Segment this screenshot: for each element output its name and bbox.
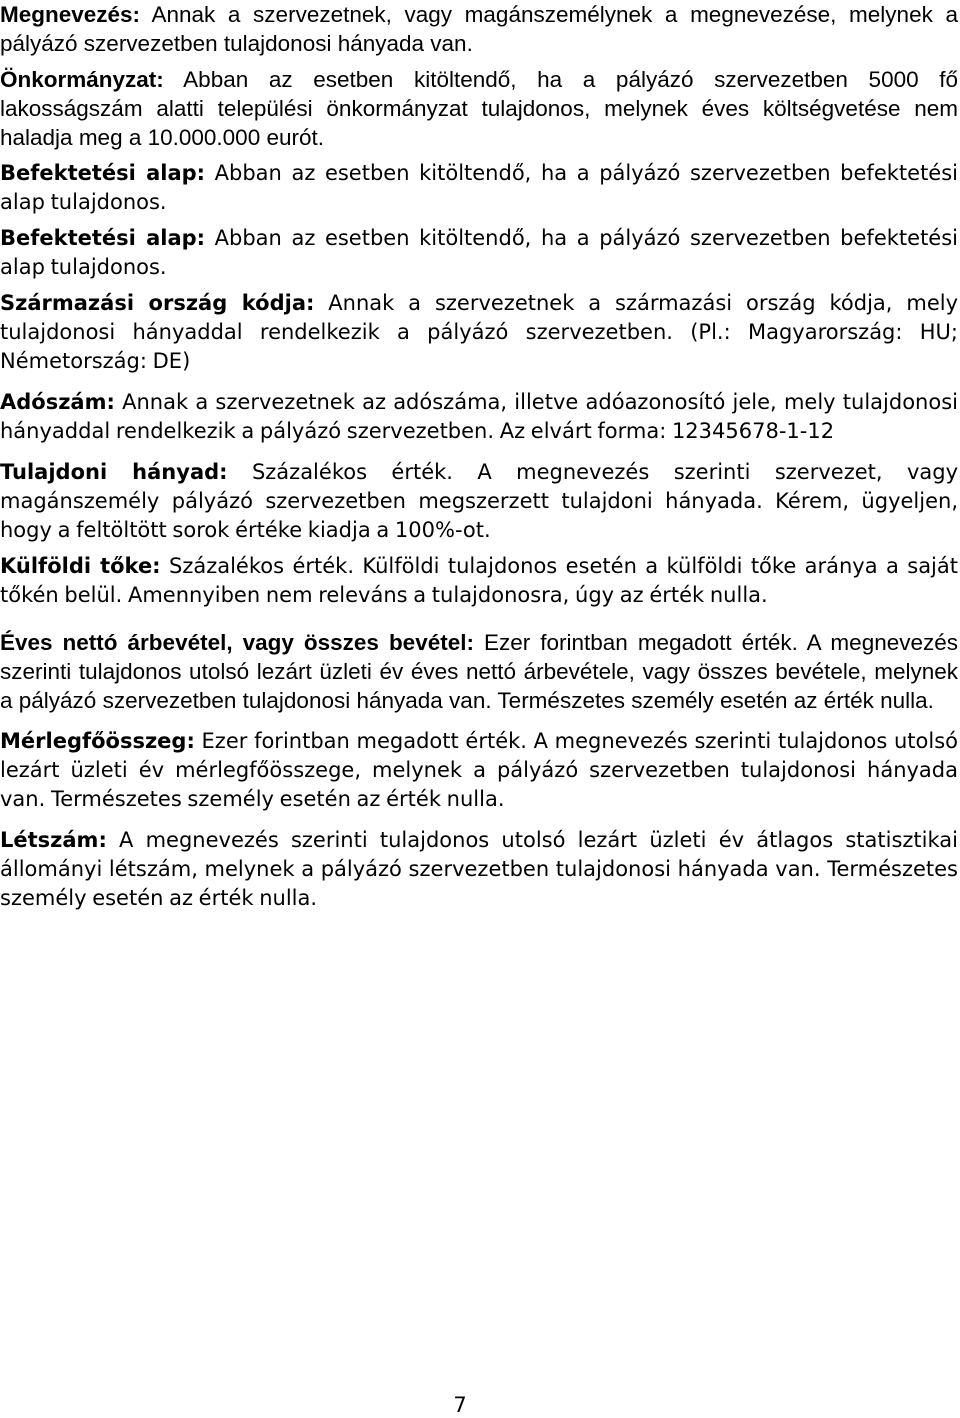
term-label: Önkormányzat: bbox=[0, 67, 164, 92]
term-label: Éves nettó árbevétel, vagy összes bevétel: bbox=[0, 630, 474, 655]
paragraph-letszam bbox=[0, 826, 958, 913]
term-label: Külföldi tőke: bbox=[0, 554, 161, 578]
page-number: 7 bbox=[453, 1393, 467, 1417]
definition-text: Abban az esetben kitöltendő, ha a pályázó szervezetben befektetési alap tulajdonos. bbox=[0, 161, 958, 214]
definition-text: Ezer forintban megadott érték. A megnevezés szerinti tulajdonos utolsó lezárt üzleti év mérlegfőösszege, melynek a pályázó szervezetben tulajdonosi hányada van. Természetes személy esetén az érték nulla. bbox=[0, 729, 958, 811]
term-label: Tulajdoni hányad: bbox=[0, 460, 228, 484]
term-label: Mérlegfőösszeg: bbox=[0, 729, 195, 753]
definition-text: Ezer forintban megadott érték. A megnevezés szerinti tulajdonos utolsó lezárt üzleti év éves nettó árbevétele, vagy összes bevétele, melynek a pályázó szervezetben tulajdonosi hányada van. Természetes személy esetén az érték nulla. bbox=[0, 630, 959, 713]
paragraph-befektetesi-alap-repeat bbox=[0, 224, 958, 282]
term-label: Létszám: bbox=[0, 828, 107, 852]
term-label: Származási ország kódja: bbox=[0, 291, 315, 315]
definition-text: Annak a szervezetnek a származási ország kódja, mely tulajdonosi hányaddal rendelkezik a pályázó szervezetben. (Pl.: Magyarország: HU; Németország: DE) bbox=[0, 291, 958, 373]
definition-text: Százalékos érték. A megnevezés szerinti szervezet, vagy magánszemély pályázó szervezetben megszerzett tulajdoni hányada. Kérem, ügyeljen, hogy a feltöltött sorok értéke kiadja a 100%-ot. bbox=[0, 460, 958, 542]
definition-text: Annak a szervezetnek, vagy magánszemélynek a megnevezése, melynek a pályázó szervezetben tulajdonosi hányada van. bbox=[0, 2, 958, 56]
definition-text: Abban az esetben kitöltendő, ha a pályázó szervezetben befektetési alap tulajdonos. bbox=[0, 226, 958, 279]
definition-text: Százalékos érték. Külföldi tulajdonos esetén a külföldi tőke aránya a saját tőkén belül. Amennyiben nem releváns a tulajdonosra, úgy az érték nulla. bbox=[0, 554, 958, 607]
paragraph-onkormanyzat bbox=[0, 65, 958, 152]
paragraph-kulfoldi-toke bbox=[0, 552, 958, 610]
term-label: Adószám: bbox=[0, 390, 115, 414]
term-label: Befektetési alap: bbox=[0, 161, 206, 185]
definition-text: A megnevezés szerinti tulajdonos utolsó lezárt üzleti év átlagos statisztikai állományi létszám, melynek a pályázó szervezetben tulajdonosi hányada van. Természetes személy esetén az érték nulla. bbox=[0, 828, 958, 910]
paragraph-szarmazasi-orszag bbox=[0, 289, 958, 376]
term-label: Befektetési alap: bbox=[0, 226, 206, 250]
paragraph-adoszam bbox=[0, 388, 958, 446]
term-label: Megnevezés: bbox=[0, 2, 141, 27]
paragraph-tulajdoni-hanyad bbox=[0, 458, 958, 545]
definition-text: Annak a szervezetnek az adószáma, illetve adóazonosító jele, mely tulajdonosi hányaddal rendelkezik a pályázó szervezetben. Az elvárt forma: 12345678-1-12 bbox=[0, 390, 958, 443]
paragraph-merlegfoosszeg bbox=[0, 727, 958, 814]
paragraph-befektetesi-alap bbox=[0, 159, 958, 217]
paragraph-megnevezes bbox=[0, 0, 958, 58]
paragraph-eves-netto-arbevetel bbox=[0, 628, 958, 715]
definition-text: Abban az esetben kitöltendő, ha a pályázó szervezetben 5000 fő lakosságszám alatti települési önkormányzat tulajdonos, melynek éves költségvetése nem haladja meg a 10.000.000 eurót. bbox=[0, 67, 958, 150]
